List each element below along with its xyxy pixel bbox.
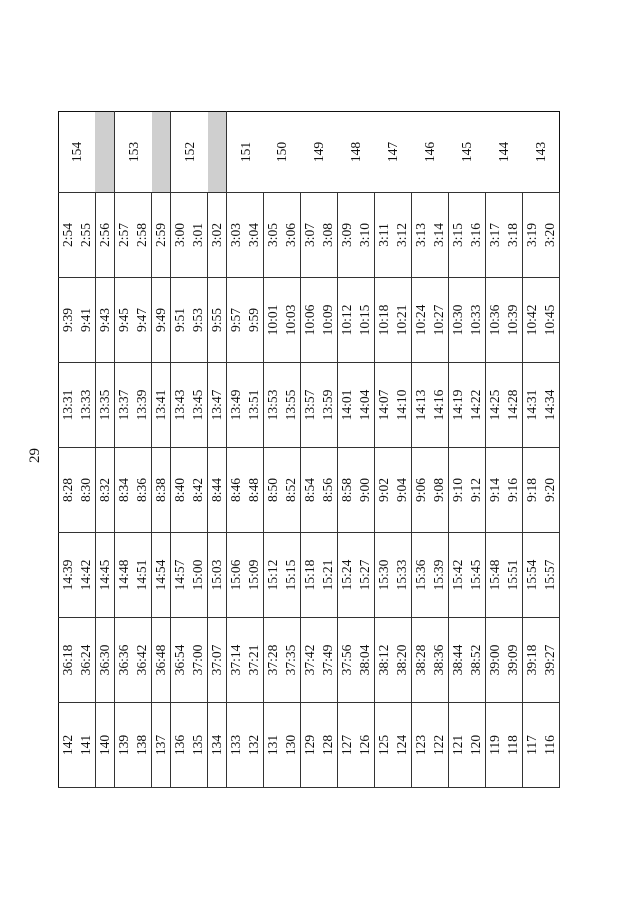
distance-time-cell: 38:04: [356, 618, 374, 703]
time-cell-4: 10:33: [467, 278, 485, 363]
time-cell-5: 3:14: [430, 193, 448, 278]
table-row: [541, 112, 560, 788]
row-number-cell: 118: [504, 703, 522, 788]
table-row: [319, 112, 337, 788]
row-number-cell: 120: [467, 703, 485, 788]
time-cell-1: 14:57: [171, 533, 189, 618]
time-cell-1: 15:30: [374, 533, 392, 618]
distance-time-cell: 37:14: [227, 618, 245, 703]
time-cell-5: 3:13: [411, 193, 429, 278]
time-cell-5: 3:16: [467, 193, 485, 278]
time-cell-1: 15:57: [541, 533, 560, 618]
time-cell-2: 8:40: [171, 448, 189, 533]
time-cell-4: 9:55: [208, 278, 227, 363]
time-cell-4: 10:21: [393, 278, 411, 363]
time-cell-3: 14:07: [374, 363, 392, 448]
table-row: [467, 112, 485, 788]
time-cell-3: 13:43: [171, 363, 189, 448]
time-cell-3: 14:25: [485, 363, 503, 448]
time-cell-2: 8:58: [338, 448, 356, 533]
time-cell-5: 3:12: [393, 193, 411, 278]
time-cell-1: 14:39: [59, 533, 77, 618]
time-cell-1: 15:51: [504, 533, 522, 618]
time-cell-4: 10:06: [301, 278, 319, 363]
time-cell-4: 9:45: [115, 278, 133, 363]
group-label-cell: 153: [115, 112, 152, 193]
distance-time-cell: 39:18: [522, 618, 540, 703]
group-label-cell: [95, 112, 114, 193]
time-cell-5: 3:20: [541, 193, 560, 278]
time-cell-3: 13:51: [245, 363, 263, 448]
time-cell-3: 13:31: [59, 363, 77, 448]
distance-time-cell: 38:12: [374, 618, 392, 703]
group-label-cell: 143: [522, 112, 559, 193]
time-cell-4: 10:42: [522, 278, 540, 363]
time-cell-3: 14:19: [448, 363, 466, 448]
time-cell-3: 14:13: [411, 363, 429, 448]
time-cell-4: 9:39: [59, 278, 77, 363]
time-cell-1: 14:45: [95, 533, 114, 618]
time-cell-5: 3:17: [485, 193, 503, 278]
time-cell-1: 15:06: [227, 533, 245, 618]
time-cell-4: 10:36: [485, 278, 503, 363]
group-label-cell: 148: [338, 112, 375, 193]
distance-time-cell: 39:00: [485, 618, 503, 703]
time-cell-3: 13:41: [152, 363, 171, 448]
time-cell-1: 15:18: [301, 533, 319, 618]
time-cell-2: 8:56: [319, 448, 337, 533]
time-cell-3: 14:01: [338, 363, 356, 448]
time-cell-5: 3:18: [504, 193, 522, 278]
time-cell-1: 15:24: [338, 533, 356, 618]
table-row: [448, 112, 466, 788]
time-cell-4: 10:39: [504, 278, 522, 363]
time-cell-2: 9:18: [522, 448, 540, 533]
time-cell-5: 3:15: [448, 193, 466, 278]
row-number-cell: 117: [522, 703, 540, 788]
time-cell-1: 15:33: [393, 533, 411, 618]
row-number-cell: 131: [264, 703, 282, 788]
time-cell-1: 15:09: [245, 533, 263, 618]
row-number-cell: 125: [374, 703, 392, 788]
rotated-table-frame: [58, 120, 560, 788]
row-number-cell: 123: [411, 703, 429, 788]
row-number-cell: 132: [245, 703, 263, 788]
time-cell-2: 9:20: [541, 448, 560, 533]
time-cell-1: 15:00: [189, 533, 207, 618]
time-cell-1: 15:27: [356, 533, 374, 618]
time-cell-4: 10:30: [448, 278, 466, 363]
row-number-cell: 128: [319, 703, 337, 788]
distance-time-cell: 36:36: [115, 618, 133, 703]
time-cell-2: 9:02: [374, 448, 392, 533]
group-label-cell: 147: [374, 112, 411, 193]
time-cell-4: 10:03: [282, 278, 300, 363]
row-number-cell: 139: [115, 703, 133, 788]
row-number-cell: 121: [448, 703, 466, 788]
time-cell-4: 9:49: [152, 278, 171, 363]
time-cell-1: 14:54: [152, 533, 171, 618]
row-number-cell: 127: [338, 703, 356, 788]
time-cell-5: 2:57: [115, 193, 133, 278]
time-cell-5: 2:58: [133, 193, 151, 278]
time-cell-2: 8:36: [133, 448, 151, 533]
group-label-cell: 151: [227, 112, 264, 193]
time-cell-4: 9:59: [245, 278, 263, 363]
time-cell-2: 8:38: [152, 448, 171, 533]
time-cell-3: 13:35: [95, 363, 114, 448]
time-cell-1: 15:21: [319, 533, 337, 618]
group-label-cell: 149: [301, 112, 338, 193]
time-cell-1: 15:03: [208, 533, 227, 618]
time-cell-1: 15:12: [264, 533, 282, 618]
table-row: [301, 112, 319, 788]
time-cell-2: 8:50: [264, 448, 282, 533]
group-label-cell: 144: [485, 112, 522, 193]
time-cell-2: 9:08: [430, 448, 448, 533]
table-row: [208, 112, 227, 788]
distance-time-cell: 36:42: [133, 618, 151, 703]
time-cell-5: 2:56: [95, 193, 114, 278]
distance-time-cell: 37:49: [319, 618, 337, 703]
table-row: [95, 112, 114, 788]
table-row: [133, 112, 151, 788]
row-number-cell: 133: [227, 703, 245, 788]
distance-time-cell: 38:36: [430, 618, 448, 703]
time-cell-5: 3:11: [374, 193, 392, 278]
time-cell-2: 8:34: [115, 448, 133, 533]
row-number-cell: 142: [59, 703, 77, 788]
time-cell-3: 13:33: [77, 363, 95, 448]
time-cell-3: 13:37: [115, 363, 133, 448]
row-number-cell: 126: [356, 703, 374, 788]
distance-time-cell: 37:56: [338, 618, 356, 703]
row-number-cell: 124: [393, 703, 411, 788]
distance-time-cell: 38:52: [467, 618, 485, 703]
table-row: [356, 112, 374, 788]
time-cell-2: 9:12: [467, 448, 485, 533]
time-cell-1: 14:42: [77, 533, 95, 618]
time-cell-2: 9:06: [411, 448, 429, 533]
time-cell-4: 9:43: [95, 278, 114, 363]
row-number-cell: 135: [189, 703, 207, 788]
distance-time-cell: 37:21: [245, 618, 263, 703]
time-cell-2: 8:54: [301, 448, 319, 533]
time-cell-4: 10:18: [374, 278, 392, 363]
time-cell-2: 9:16: [504, 448, 522, 533]
row-number-cell: 140: [95, 703, 114, 788]
time-cell-2: 8:46: [227, 448, 245, 533]
distance-time-cell: 37:42: [301, 618, 319, 703]
table-row: [59, 112, 77, 788]
time-cell-4: 9:53: [189, 278, 207, 363]
time-cell-2: 8:52: [282, 448, 300, 533]
time-cell-3: 13:57: [301, 363, 319, 448]
time-cell-4: 10:15: [356, 278, 374, 363]
group-label-cell: 152: [171, 112, 208, 193]
table-row: [282, 112, 300, 788]
group-label-cell: [152, 112, 171, 193]
distance-time-cell: 37:35: [282, 618, 300, 703]
table-row: [227, 112, 245, 788]
time-cell-1: 15:15: [282, 533, 300, 618]
time-cell-3: 13:49: [227, 363, 245, 448]
table-row: [245, 112, 263, 788]
time-cell-3: 14:04: [356, 363, 374, 448]
time-cell-4: 10:27: [430, 278, 448, 363]
distance-time-cell: 36:30: [95, 618, 114, 703]
time-cell-3: 14:34: [541, 363, 560, 448]
time-cell-1: 14:48: [115, 533, 133, 618]
time-cell-2: 8:44: [208, 448, 227, 533]
time-cell-5: 3:07: [301, 193, 319, 278]
table-row: [77, 112, 95, 788]
row-number-cell: 134: [208, 703, 227, 788]
table-row: [189, 112, 207, 788]
time-cell-2: 8:32: [95, 448, 114, 533]
row-number-cell: 130: [282, 703, 300, 788]
pace-table: [58, 111, 560, 788]
time-cell-3: 14:31: [522, 363, 540, 448]
table-row: [522, 112, 540, 788]
row-number-cell: 129: [301, 703, 319, 788]
time-cell-5: 2:59: [152, 193, 171, 278]
time-cell-4: 10:24: [411, 278, 429, 363]
time-cell-1: 15:54: [522, 533, 540, 618]
time-cell-1: 15:45: [467, 533, 485, 618]
time-cell-3: 14:22: [467, 363, 485, 448]
time-cell-2: 9:04: [393, 448, 411, 533]
distance-time-cell: 37:28: [264, 618, 282, 703]
time-cell-4: 10:01: [264, 278, 282, 363]
table-row: [504, 112, 522, 788]
time-cell-3: 14:10: [393, 363, 411, 448]
time-cell-2: 9:10: [448, 448, 466, 533]
time-cell-5: 3:19: [522, 193, 540, 278]
row-number-cell: 138: [133, 703, 151, 788]
time-cell-5: 3:03: [227, 193, 245, 278]
time-cell-1: 14:51: [133, 533, 151, 618]
time-cell-1: 15:42: [448, 533, 466, 618]
table-row: [152, 112, 171, 788]
table-row: [338, 112, 356, 788]
distance-time-cell: 39:09: [504, 618, 522, 703]
table-row: [374, 112, 392, 788]
group-label-cell: [208, 112, 227, 193]
page-number: 29: [27, 448, 43, 463]
time-cell-5: 2:54: [59, 193, 77, 278]
time-cell-4: 9:57: [227, 278, 245, 363]
table-row: [264, 112, 282, 788]
time-cell-5: 3:08: [319, 193, 337, 278]
time-cell-5: 3:00: [171, 193, 189, 278]
row-number-cell: 116: [541, 703, 560, 788]
time-cell-5: 3:04: [245, 193, 263, 278]
time-cell-5: 3:06: [282, 193, 300, 278]
time-cell-4: 10:12: [338, 278, 356, 363]
time-cell-4: 9:51: [171, 278, 189, 363]
distance-time-cell: 38:20: [393, 618, 411, 703]
time-cell-2: 8:28: [59, 448, 77, 533]
time-cell-5: 3:10: [356, 193, 374, 278]
distance-time-cell: 37:00: [189, 618, 207, 703]
time-cell-5: 3:09: [338, 193, 356, 278]
time-cell-3: 13:45: [189, 363, 207, 448]
time-cell-2: 8:42: [189, 448, 207, 533]
distance-time-cell: 36:48: [152, 618, 171, 703]
row-number-cell: 137: [152, 703, 171, 788]
time-cell-5: 2:55: [77, 193, 95, 278]
time-cell-1: 15:39: [430, 533, 448, 618]
time-cell-1: 15:36: [411, 533, 429, 618]
distance-time-cell: 36:18: [59, 618, 77, 703]
time-cell-3: 13:39: [133, 363, 151, 448]
row-number-cell: 136: [171, 703, 189, 788]
table-row: [171, 112, 189, 788]
time-cell-5: 3:01: [189, 193, 207, 278]
time-cell-3: 14:16: [430, 363, 448, 448]
group-label-cell: 146: [411, 112, 448, 193]
distance-time-cell: 36:54: [171, 618, 189, 703]
time-cell-2: 8:30: [77, 448, 95, 533]
group-label-cell: 150: [264, 112, 301, 193]
time-cell-4: 10:09: [319, 278, 337, 363]
time-cell-3: 13:55: [282, 363, 300, 448]
time-cell-4: 10:45: [541, 278, 560, 363]
table-row: [393, 112, 411, 788]
group-label-cell: 154: [59, 112, 96, 193]
time-cell-5: 3:02: [208, 193, 227, 278]
distance-time-cell: 38:28: [411, 618, 429, 703]
table-row: [115, 112, 133, 788]
time-cell-3: 13:59: [319, 363, 337, 448]
table-row: [411, 112, 429, 788]
row-number-cell: 141: [77, 703, 95, 788]
time-cell-1: 15:48: [485, 533, 503, 618]
time-cell-4: 9:41: [77, 278, 95, 363]
time-cell-3: 14:28: [504, 363, 522, 448]
distance-time-cell: 36:24: [77, 618, 95, 703]
table-row: [485, 112, 503, 788]
distance-time-cell: 38:44: [448, 618, 466, 703]
row-number-cell: 122: [430, 703, 448, 788]
distance-time-cell: 37:07: [208, 618, 227, 703]
time-cell-4: 9:47: [133, 278, 151, 363]
time-cell-3: 13:53: [264, 363, 282, 448]
time-cell-5: 3:05: [264, 193, 282, 278]
time-cell-2: 8:48: [245, 448, 263, 533]
table-row: [430, 112, 448, 788]
distance-time-cell: 39:27: [541, 618, 560, 703]
group-label-cell: 145: [448, 112, 485, 193]
time-cell-2: 9:14: [485, 448, 503, 533]
time-cell-3: 13:47: [208, 363, 227, 448]
row-number-cell: 119: [485, 703, 503, 788]
time-cell-2: 9:00: [356, 448, 374, 533]
